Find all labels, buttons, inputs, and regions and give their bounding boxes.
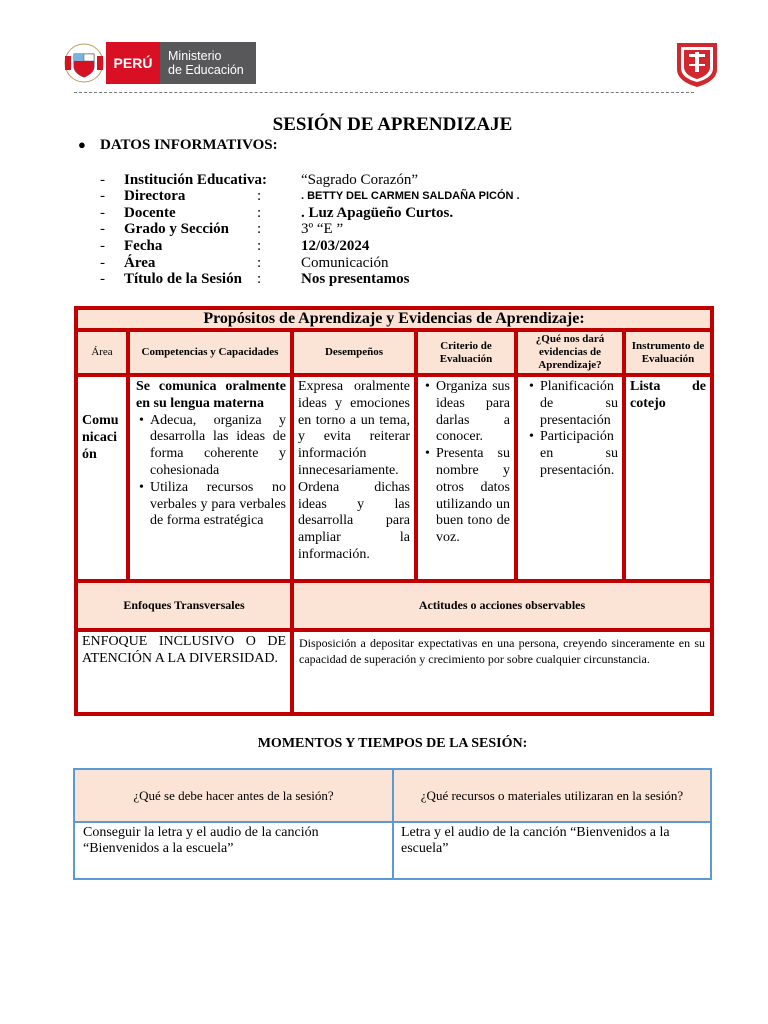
cell-evidencias <box>516 375 624 581</box>
info-label: Título de la Sesión <box>124 271 242 287</box>
capacidad-item: • Adecua, organiza y desarrolla las ideas de forma coherente y cohesionada <box>150 413 286 480</box>
actitudes-header: Actitudes o acciones observables <box>292 581 712 630</box>
header-criterio: Criterio de Evaluación <box>416 330 516 375</box>
info-label: Fecha <box>124 238 163 254</box>
cell-enfoque <box>76 630 292 714</box>
cell-competencias <box>128 375 292 581</box>
criterio-item: • Organiza sus ideas para darlas a conocer. <box>436 379 510 446</box>
info-value: “Sagrado Corazón” <box>301 172 419 188</box>
header-divider <box>74 92 694 93</box>
header-evidencias: ¿Qué nos dará evidencias de Aprendizaje? <box>516 330 624 375</box>
datos-heading-text: DATOS INFORMATIVOS: <box>100 137 278 153</box>
info-value: Nos presentamos <box>301 271 410 287</box>
enfoque-value: ENFOQUE INCLUSIVO O DE ATENCIÓN A LA DIVERSIDAD. <box>82 634 286 666</box>
info-label: Grado y Sección <box>124 221 229 237</box>
momentos-col1-header: ¿Qué se debe hacer antes de la sesión? <box>73 768 394 823</box>
info-label: Docente <box>124 205 176 221</box>
area-value: Comunicación <box>82 413 119 462</box>
ministerio-line1: Ministerio <box>168 49 222 63</box>
momentos-heading: MOMENTOS Y TIEMPOS DE LA SESIÓN: <box>257 736 528 751</box>
bullet-icon: ● <box>78 137 86 152</box>
header-instrumento: Instrumento de Evaluación <box>624 330 712 375</box>
cell-actitud <box>292 630 712 714</box>
minedu-logo <box>62 42 256 84</box>
info-label: Área <box>124 255 156 271</box>
document-title: SESIÓN DE APRENDIZAJE <box>272 114 513 135</box>
cell-instrumento <box>624 375 712 581</box>
capacidad-item: • Utiliza recursos no verbales y para verbales de forma estratégica <box>150 480 286 530</box>
ministerio-label <box>160 42 256 84</box>
header-desempenos: Desempeños <box>292 330 416 375</box>
evidencia-item: • Planificación de su presentación <box>540 379 618 429</box>
cell-desempenos <box>292 375 416 581</box>
peru-shield-icon <box>62 42 106 84</box>
header-competencias: Competencias y Capacidades <box>128 330 292 375</box>
desempeno-text: Expresa oralmente ideas y emociones en torno a un tema, y evita reiterar información innecesariamente. Ordena dichas ideas y las desarrolla para ampliar la información. <box>298 379 410 562</box>
competencia-title: Se comunica oralmente en su lengua materna <box>136 379 286 411</box>
enfoques-header: Enfoques Transversales <box>76 581 292 630</box>
info-value: 12/03/2024 <box>301 238 370 254</box>
info-label: Institución Educativa: <box>124 172 267 188</box>
actitud-value: Disposición a depositar expectativas en una persona, creyendo sinceramente en su capacidad de superación y crecimiento por sobre cualquier circunstancia. <box>299 636 705 666</box>
info-value: . Luz Apagüeño Curtos. <box>301 205 454 221</box>
info-value: 3º “E ” <box>301 221 344 237</box>
info-value: Comunicación <box>301 255 389 271</box>
info-value: . BETTY DEL CARMEN SALDAÑA PICÓN . <box>301 190 520 202</box>
criterio-item: • Presenta su nombre y otros datos utilizando un buen tono de voz. <box>436 446 510 547</box>
cell-criterio <box>416 375 516 581</box>
peru-label: PERÚ <box>106 42 160 84</box>
datos-heading <box>78 137 278 154</box>
ministerio-line2: de Educación <box>168 63 244 77</box>
school-crest-icon <box>674 40 720 88</box>
momentos-col1-value: Conseguir la letra y el audio de la canción “Bienvenidos a la escuela” <box>73 821 394 880</box>
propositos-table-title: Propósitos de Aprendizaje y Evidencias de Aprendizaje: <box>76 308 712 330</box>
cell-area <box>76 375 128 581</box>
header-area: Área <box>76 330 128 375</box>
instrumento-value: Lista de cotejo <box>630 379 706 411</box>
evidencia-item: • Participación en su presentación. <box>540 429 618 479</box>
info-label: Directora <box>124 188 186 204</box>
momentos-col2-value: Letra y el audio de la canción “Bienvenidos a la escuela” <box>392 821 712 880</box>
momentos-col2-header: ¿Qué recursos o materiales utilizaran en la sesión? <box>392 768 712 823</box>
